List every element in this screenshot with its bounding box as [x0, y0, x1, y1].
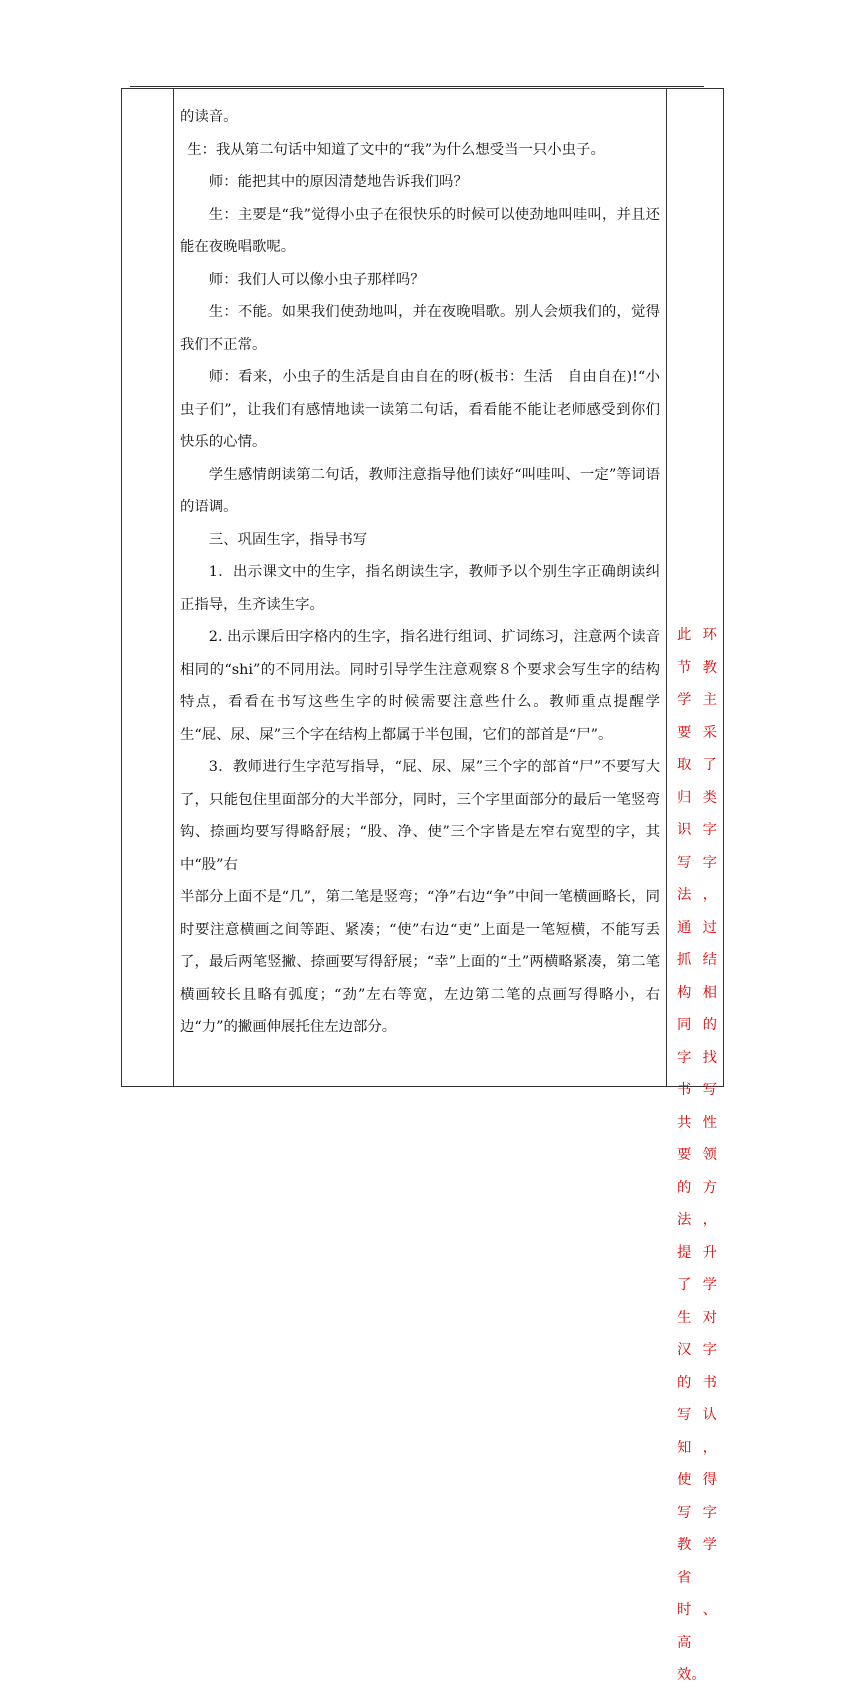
lesson-plan-table: [121, 88, 724, 1683]
paragraph-step-2: 2. 出示课后田字格内的生字，指名进行组词、扩词练习，注意两个读音相同的“shi”的不同用法。同时引导学生注意观察８个要求会写生字的结构特点，看看在书写这些生字的时候需要注意些什么。教师重点提醒学生“屁、尿、屎”三个字在结构上都属于半包围，它们的部首是“尸”。: [180, 629, 660, 743]
paragraph-reading-continued: 的读音。: [180, 109, 238, 125]
table-row: [122, 89, 724, 1087]
design-note-text: 此环节教学主要采取了归类识字写字法，通过抓结构相同的字找书写共性要领的方法，提升了学生对汉字的书写认知，使得写字教学省时、高效。: [677, 627, 717, 1683]
header-rule: [130, 86, 704, 87]
paragraph-teacher-question-2: 师：我们人可以像小虫子那样吗？: [208, 271, 425, 288]
paragraph-step-3-continued: 半部分上面不是“几”，第二笔是竖弯；“净”右边“争”中间一笔横画略长，同时要注意横画之间等距、紧凑；“使”右边“吏”上面是一笔短横，不能写丢了，最后两笔竖撇、捺画要写得舒展；“幸”上面的“土”两横略紧凑，第二笔横画较长且略有弧度；“劲”左右等宽，左边第二笔的点画写得略小，右边“力”的撇画伸展托住左边部分。: [180, 889, 660, 1035]
teaching-process-cell: [174, 89, 667, 1087]
paragraph-student-answer-3: 生：不能。如果我们使劲地叫，并在夜晚唱歌。别人会烦我们的，觉得我们不正常。: [180, 304, 660, 353]
paragraph-teacher-question-1: 师：能把其中的原因清楚地告诉我们吗？: [208, 174, 468, 190]
teaching-process-text: [174, 89, 666, 1044]
paragraph-step-3: 3．教师进行生字范写指导，“屁、尿、屎”三个字的部首“尸”不要写大了，只能包住里面部分的大半部分，同时，三个字里面部分的最后一笔竖弯钩、捺画均要写得略舒展；“股、净、使”三个字皆是左窄右宽型的字，其中“股”右: [180, 759, 660, 873]
paragraph-student-answer-2: 生：主要是“我”觉得小虫子在很快乐的时候可以使劲地叫哇叫，并且还能在夜晚唱歌呢。: [180, 206, 660, 255]
paragraph-student-answer-1: 生：我从第二句话中知道了文中的“我”为什么想受当一只小虫子。: [187, 141, 605, 158]
paragraph-step-1: 1．出示课文中的生字，指名朗读生字，教师予以个别生字正确朗读纠正指导，生齐读生字。: [180, 564, 660, 613]
paragraph-teacher-summary: 师：看来，小虫子的生活是自由自在的呀(板书：生活 自由自在)!“小虫子们”，让我们有感情地读一读第二句话，看看能不能让老师感受到你们快乐的心情。: [180, 369, 660, 450]
left-blank-column: [122, 89, 174, 1087]
section-heading-consolidate: 三、巩固生字，指导书写: [208, 531, 368, 548]
design-note-cell: [667, 89, 724, 1683]
paragraph-student-reading: 学生感情朗读第二句话，教师注意指导他们读好“叫哇叫、一定”等词语的语调。: [180, 466, 660, 515]
